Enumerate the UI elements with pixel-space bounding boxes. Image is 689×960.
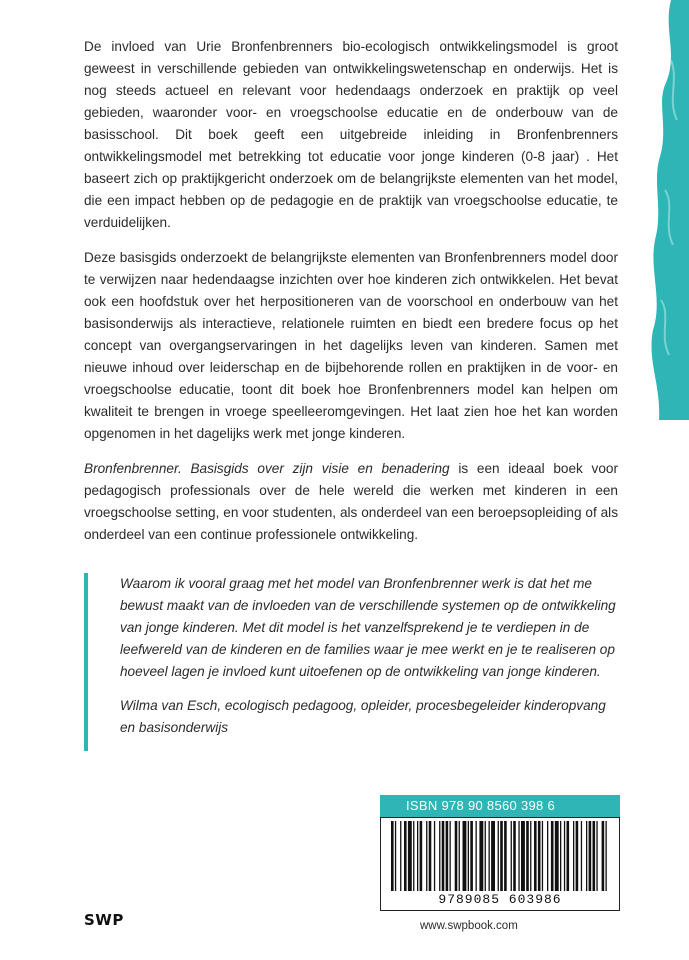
- barcode-bar: [439, 821, 440, 891]
- barcode-bar: [442, 821, 445, 891]
- barcode-bar: [573, 821, 574, 891]
- barcode-bar: [504, 821, 507, 891]
- barcode-bar: [479, 821, 483, 891]
- isbn-label: ISBN 978 90 8560 398 6: [380, 795, 620, 817]
- barcode-bar: [511, 821, 512, 891]
- barcode-bar: [513, 821, 516, 891]
- paragraph-intro: De invloed van Urie Bronfenbrenners bio-ecologisch ontwikkelingsmodel is groot geweest in verschillende gebieden van ontwikkelingswetenschap en onderwijs. Het is nog steeds actueel en relevant voor hedendaags onderzoek en praktijk op veel gebieden, waaronder voor- en vroegschoolse educatie en de onderbouw van de basisschool. Dit boek geeft een uitgebreide inleiding in Bronfenbrenners ontwikkelingsmodel met betrekking tot educatie voor jonge kinderen (0-8 jaar) . Het baseert zich op praktijkgericht onderzoek om de belangrijkste elementen van het model, die een impact hebben op de pedagogie en de praktijk van vroegschoolse educatie, te verduidelijken.: [84, 39, 618, 230]
- publisher-url: www.swpbook.com: [420, 920, 518, 932]
- barcode-bar: [470, 821, 473, 891]
- barcode-bar: [526, 821, 529, 891]
- barcode: [380, 817, 620, 911]
- barcode-bar: [420, 821, 423, 891]
- barcode-bar: [551, 821, 554, 891]
- paragraph-audience-rest: is een ideaal boek voor pedagogisch professionals over de hele wereld die werken met kinderen in een vroegschoolse setting, en voor studenten, als onderdeel van een beroepsopleiding of als onderdeel van een continue professionele ontwikkeling.: [84, 461, 618, 542]
- barcode-bar: [593, 821, 596, 891]
- barcode-bar: [500, 821, 503, 891]
- barcode-digits: 9789085 603986: [438, 892, 562, 907]
- barcode-bar: [408, 821, 412, 891]
- barcode-bar: [530, 821, 531, 891]
- barcode-bar: [455, 821, 458, 891]
- barcode-bars: [389, 821, 611, 891]
- paragraph-audience: [84, 458, 618, 546]
- barcode-bar: [400, 821, 401, 891]
- barcode-bar: [413, 821, 414, 891]
- barcode-bar: [463, 821, 467, 891]
- barcode-bar: [491, 821, 495, 891]
- barcode-bar: [547, 821, 548, 891]
- barcode-bar: [581, 821, 582, 891]
- barcode-bar: [576, 821, 579, 891]
- book-title-italic: Bronfenbrenner. Basisgids over zijn visie en benadering: [84, 461, 450, 476]
- paragraph-overview: Deze basisgids onderzoekt de belangrijkste elementen van Bronfenbrenners model door te verwijzen naar hedendaagse inzichten over hoe kinderen zich ontwikkelen. Het bevat ook een hoofdstuk over het herpositioneren van de voorschool en onderbouw van het basisonderwijs als interactieve, relationele ruimten en biedt een bredere focus op het concept van overgangservaringen in het dagelijks leven van kinderen. Samen met nieuwe inhoud over leiderschap en de bijbehorende rollen en praktijken in de voor- en vroegschoolse educatie, toont dit boek hoe Bronfenbrenners model kan helpen om kwaliteit te brengen in vroege speelleeromgevingen. Het laat zien hoe het kan worden opgenomen in het dagelijks werk met jonge kinderen.: [84, 250, 618, 441]
- barcode-bar: [567, 821, 570, 891]
- barcode-bar: [459, 821, 460, 891]
- quote-author: Wilma van Esch, ecologisch pedagoog, opleider, procesbegeleider kinderopvang en basisonderwijs: [120, 698, 606, 735]
- quote-text: Waarom ik vooral graag met het model van Bronfenbrenner werk is dat het me bewust maakt van de invloeden van de verschillende systemen op de ontwikkeling van jonge kinderen. Met dit model is het vanzelfsprekend je te verdiepen in de leefwereld van de kinderen en de families waar je mee werkt en je te realiseren op hoeveel lagen je invloed kunt uitoefenen op de ontwikkeling van jonge kinderen.: [120, 576, 616, 679]
- barcode-bar: [476, 821, 477, 891]
- barcode-bar: [446, 821, 449, 891]
- barcode-bar: [534, 821, 537, 891]
- barcode-bar: [538, 821, 541, 891]
- barcode-bar: [586, 821, 587, 891]
- barcode-bar: [518, 821, 519, 891]
- barcode-bar: [485, 821, 486, 891]
- barcode-bar: [555, 821, 559, 891]
- barcode-bar: [404, 821, 407, 891]
- barcode-bar: [589, 821, 592, 891]
- barcode-bar: [417, 821, 418, 891]
- barcode-bar: [596, 821, 597, 891]
- barcode-bar: [542, 821, 543, 891]
- publisher-logo: SWP: [84, 911, 124, 929]
- barcode-bar: [468, 821, 469, 891]
- barcode-bar: [498, 821, 499, 891]
- barcode-bar: [521, 821, 525, 891]
- barcode-bar: [395, 821, 396, 891]
- description-text: [84, 36, 618, 559]
- decorative-teal-brushstroke: [619, 0, 689, 420]
- barcode-bar: [450, 821, 451, 891]
- barcode-bar: [606, 821, 607, 891]
- barcode-bar: [564, 821, 565, 891]
- barcode-bar: [602, 821, 605, 891]
- barcode-bar: [426, 821, 427, 891]
- testimonial-quote: [84, 573, 624, 751]
- barcode-bar: [489, 821, 490, 891]
- barcode-bar: [434, 821, 435, 891]
- barcode-bar: [429, 821, 432, 891]
- barcode-bar: [391, 821, 394, 891]
- barcode-bar: [560, 821, 561, 891]
